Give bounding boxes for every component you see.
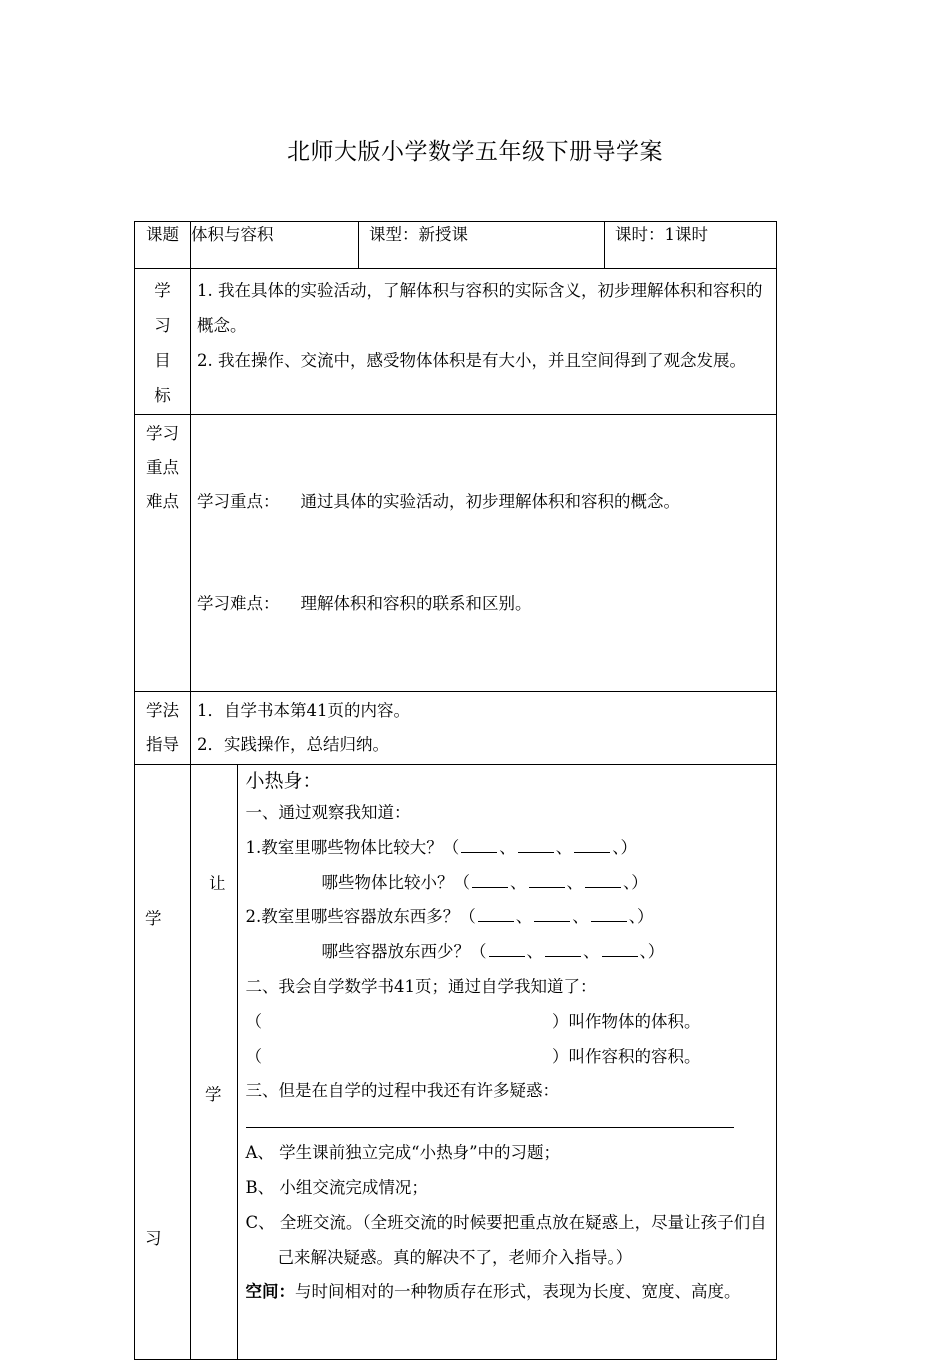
answer-blank[interactable] xyxy=(591,906,627,922)
goals-label-char: 学 xyxy=(154,281,171,300)
goals-label-char: 目 xyxy=(154,351,171,370)
open-paren: （ xyxy=(245,1011,262,1031)
separator: 、 xyxy=(555,837,573,857)
answer-blank[interactable] xyxy=(585,872,621,888)
section-doubts: 三、但是在自学的过程中我还有许多疑惑： xyxy=(245,1081,559,1101)
section-self-study: 二、我会自学数学书41页；通过自学我知道了： xyxy=(245,976,597,996)
definition-volume xyxy=(246,1005,701,1040)
close-paren: ） xyxy=(620,837,637,857)
answer-blank[interactable] xyxy=(518,837,554,853)
lesson-hours: 课时：1课时 xyxy=(605,222,777,269)
answer-blank[interactable] xyxy=(534,906,570,922)
keypoints-label-line: 重点 xyxy=(146,458,179,477)
separator: 、 xyxy=(510,872,527,892)
step-b: B、 小组交流完成情况； xyxy=(245,1177,428,1197)
separator: 、 xyxy=(639,942,648,962)
goals-content xyxy=(191,269,777,415)
topic-row xyxy=(135,222,777,269)
method-row xyxy=(135,692,777,765)
separator: 、 xyxy=(566,872,583,892)
definition-capacity xyxy=(246,1040,701,1075)
answer-blank[interactable] xyxy=(545,941,581,957)
keypoints-content xyxy=(191,415,777,692)
question-2b xyxy=(246,935,771,970)
separator: 、 xyxy=(515,907,533,927)
method-label-line: 学法 xyxy=(146,701,179,720)
warmup-title: 小热身： xyxy=(245,770,322,792)
study-outer-label xyxy=(135,765,191,1360)
difficult-point: 学习难点： 理解体积和容积的联系和区别。 xyxy=(197,594,532,613)
answer-blank[interactable] xyxy=(529,872,565,888)
question-1a xyxy=(246,831,771,866)
study-body xyxy=(191,765,777,1360)
separator: 、 xyxy=(583,942,600,962)
space-text: 与时间相对的一种物质存在形式，表现为长度、宽度、高度。 xyxy=(295,1282,741,1302)
close-paren: ） xyxy=(637,907,654,927)
question-text: 哪些物体比较小？（ xyxy=(321,872,470,892)
separator: 、 xyxy=(612,837,621,857)
open-paren: （ xyxy=(245,1046,262,1066)
method-content xyxy=(191,692,777,765)
separator: 、 xyxy=(572,907,589,927)
study-inner-label xyxy=(191,765,237,1359)
key-point: 学习重点： 通过具体的实验活动，初步理解体积和容积的概念。 xyxy=(197,492,680,511)
answer-blank[interactable] xyxy=(489,941,525,957)
study-row xyxy=(135,765,777,1360)
goal-item: 2. 我在操作、交流中，感受物体体积是有大小，并且空间得到了观念发展。 xyxy=(197,351,746,370)
keypoints-row xyxy=(135,415,777,692)
close-paren: ） xyxy=(647,942,665,962)
goals-label xyxy=(135,269,191,415)
study-label-char: 学 xyxy=(145,909,162,928)
page-title: 北师大版小学数学五年级下册导学案 xyxy=(287,139,663,165)
keypoints-label-line: 学习 xyxy=(146,424,179,443)
keypoints-label xyxy=(135,415,191,692)
study-inner-table xyxy=(191,765,776,1359)
question-text: 1.教室里哪些物体比较大？（ xyxy=(245,837,460,857)
keypoints-label-line: 难点 xyxy=(146,492,179,511)
space-label: 空间： xyxy=(245,1282,295,1302)
topic-value: 体积与容积 xyxy=(191,222,359,269)
close-paren: ） xyxy=(631,872,648,892)
study-label-char: 习 xyxy=(145,1229,162,1248)
goal-item: 1. 我在具体的实验活动，了解体积与容积的实际含义，初步理解体积和容积的概念。 xyxy=(197,281,763,335)
separator: 、 xyxy=(623,872,632,892)
separator: 、 xyxy=(499,837,516,857)
section-observe: 一、通过观察我知道： xyxy=(245,803,411,822)
answer-blank[interactable] xyxy=(478,906,514,922)
doubts-answer-line[interactable] xyxy=(246,1109,734,1128)
question-2a xyxy=(246,900,771,935)
space-definition xyxy=(246,1275,771,1310)
step-c: C、 全班交流。（全班交流的时候要把重点放在疑惑上，尽量让孩子们自己来解决疑惑。真的解决不了，老师介入指导。） xyxy=(245,1212,767,1267)
method-label xyxy=(135,692,191,765)
separator: 、 xyxy=(526,942,543,962)
definition-text: ）叫作物体的体积。 xyxy=(552,1011,701,1031)
method-item: 2．实践操作，总结归纳。 xyxy=(197,735,389,754)
goals-label-char: 习 xyxy=(154,316,171,335)
study-inner-char: 让 xyxy=(209,874,226,893)
method-label-line: 指导 xyxy=(146,735,179,754)
study-inner-char: 学 xyxy=(205,1085,222,1104)
method-item: 1．自学书本第41页的内容。 xyxy=(197,701,410,720)
step-a: A、 学生课前独立完成“小热身”中的习题； xyxy=(245,1143,561,1163)
question-text: 2.教室里哪些容器放东西多？（ xyxy=(245,907,476,927)
question-text: 哪些容器放东西少？（ xyxy=(321,942,487,962)
answer-blank[interactable] xyxy=(602,941,638,957)
lesson-type: 课型：新授课 xyxy=(359,222,605,269)
answer-blank[interactable] xyxy=(574,837,610,853)
lesson-plan-table xyxy=(134,221,777,1360)
answer-blank[interactable] xyxy=(461,837,497,853)
separator: 、 xyxy=(628,907,637,927)
goals-label-char: 标 xyxy=(154,386,171,405)
study-content xyxy=(237,765,776,1359)
answer-blank[interactable] xyxy=(472,872,508,888)
topic-label: 课题 xyxy=(135,222,191,269)
definition-text: ）叫作容积的容积。 xyxy=(552,1046,701,1066)
goals-row xyxy=(135,269,777,415)
question-1b xyxy=(246,866,771,901)
